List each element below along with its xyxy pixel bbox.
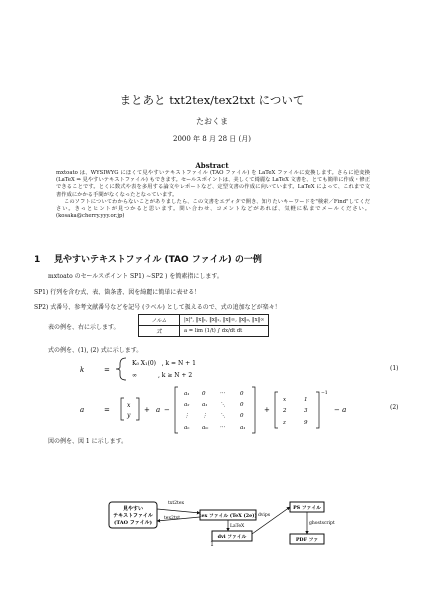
formula-intro: 式の例を、(1), (2) 式に示します。 <box>48 347 143 354</box>
label-ghostscript: ghostscript <box>309 521 335 526</box>
node-pdf-label: PDF ファ <box>295 537 319 543</box>
eq2-number: (2) <box>390 404 399 411</box>
abstract-heading: Abstract <box>195 161 229 170</box>
matrix-cell: ··· <box>220 425 226 431</box>
eq1-lhs: k <box>80 366 85 374</box>
label-dvips: dvips <box>258 513 271 518</box>
arrow-tao-to-tex <box>157 509 200 513</box>
eq1-case1: K₀ X₁(0) , k = N + 1 <box>132 360 196 367</box>
matrix-cell: a₁ <box>184 391 190 397</box>
eq2-equals: = <box>104 406 110 414</box>
matrix-cell: a₂ <box>184 402 190 408</box>
matrix-cell: ⋱ <box>220 402 226 408</box>
eq2-matrix <box>184 391 245 431</box>
right-matrix-cell: x <box>283 397 287 403</box>
matrix-cell: a₁ <box>240 425 246 431</box>
equation-2 <box>80 386 400 434</box>
matrix-cell: ··· <box>220 391 226 397</box>
table-cell-value: |x|², ‖x‖₁, ‖x‖₂, ‖x‖∞, ‖x‖₀, ‖x‖∞ <box>180 315 269 326</box>
eq1-case2: ∞ , k ≥ N + 2 <box>132 372 193 379</box>
label-tex2txt: tex2txt <box>164 516 181 521</box>
author: たおくま <box>196 117 228 126</box>
body-paragraph-1: mxtoato のセールスポイント SP1) ∼SP2 ) を簡素指にします。 <box>48 273 223 280</box>
eq2-lhs: a <box>80 406 85 414</box>
node-ps-label: PS ファイル <box>293 505 321 511</box>
equation-1 <box>80 356 400 382</box>
right-matrix-cell: 3 <box>304 408 308 414</box>
eq2-exponent: −1 <box>321 391 328 396</box>
matrix-cell: ⋮ <box>184 413 190 419</box>
right-matrix-cell: z <box>283 420 286 426</box>
table-cell-head: ノルム <box>139 315 180 326</box>
eq2-a: a <box>156 406 161 414</box>
table-cell-value: a = lim (1/t) ∫ dx/dt dt <box>180 326 269 337</box>
abstract-paragraph-2: このソフトについてわからないことがありましたら、この文書をエディタで開き、知りたいキーワードを"検索／Find"してください。きっとヒントが見つかると思います。問い合わせ、コメントなどがあれば、気軽に私までメールください。(kosaka@cherry.yyy.or.jp) <box>56 198 370 220</box>
eq2-vec-1: y <box>127 412 131 419</box>
arrow-dvi-to-ps <box>252 507 290 534</box>
label-txt2tex: txt2tex <box>168 501 185 506</box>
eq2-plus-2: + <box>264 406 270 414</box>
abstract-paragraph-1: mxtoato は、WYSIWYG にほくて見やすいテキストファイル (TAO ファイル) を LaTeX ファイルに変換します。さらに逆変換 (LaTeX ⇒ 見やすいテキストファイル) もできます。セールスポイントは、美しくて綺麗な LaTeX 文書を、とても簡単に作成・修正できることです。とくに数式や表を多用する論文やレポートなど、定型文書の作成に向いています。LaTeX によって、これまで文書作成にかかる手間がなくなったとなっています。 <box>56 170 370 198</box>
page-number: 1 <box>210 541 214 548</box>
eq1-brace <box>116 358 126 380</box>
eq2-right-matrix <box>282 397 308 426</box>
selling-point-1: SP1) 行列を含む式、表、箇条書、図を綺麗に簡単に表せる！ <box>34 289 201 296</box>
matrix-cell: 0 <box>202 391 206 397</box>
table-cell-head: 式 <box>139 326 180 337</box>
node-tao-line-3: (TAO ファイル) <box>113 520 153 526</box>
node-tao-line-1: 見やすい <box>122 506 144 512</box>
right-matrix-cell: 9 <box>304 420 308 426</box>
node-tao-line-2: テキストファイル <box>113 513 153 519</box>
matrix-cell: aₘ <box>202 425 209 431</box>
matrix-cell: 0 <box>240 391 244 397</box>
eq2-vec-0: x <box>127 402 131 409</box>
label-latex: LaTeX <box>230 524 245 529</box>
eq2-minus: − <box>164 406 170 414</box>
eq2-plus-1: + <box>144 406 150 414</box>
section-heading <box>34 252 262 265</box>
node-dvi-label: dvi ファイル <box>217 534 247 540</box>
eq1-number: (1) <box>390 365 399 372</box>
table-row <box>139 315 269 326</box>
date: 2000 年 8 月 28 日 (月) <box>173 135 251 143</box>
matrix-cell: 0 <box>240 402 244 408</box>
matrix-cell: 0 <box>240 413 244 419</box>
eq1-equals: = <box>104 366 110 374</box>
node-tex-label: tex ファイル (TeX (2e)) <box>199 513 257 519</box>
matrix-cell: ⋱ <box>220 413 226 419</box>
example-table <box>138 314 269 337</box>
section-number: 1 <box>34 255 41 265</box>
right-matrix-cell: 1 <box>304 397 308 403</box>
figure-intro: 図の例を、図 1 に示します。 <box>48 438 128 445</box>
document-title: まとあと txt2tex/tex2txt について <box>119 93 305 107</box>
eq2-right-matrix-brackets <box>275 392 319 428</box>
section-title: 見やすいテキストファイル (TAO ファイル) の一例 <box>54 255 262 265</box>
table-intro: 表の例を、右に示します。 <box>48 324 120 331</box>
matrix-cell: ⋮ <box>202 413 208 419</box>
abstract-body <box>56 170 370 220</box>
table-row <box>139 326 269 337</box>
matrix-cell: aₙ <box>184 425 190 431</box>
matrix-cell: a₁ <box>202 402 208 408</box>
eq2-tail: − a <box>334 406 347 414</box>
right-matrix-cell: 2 <box>283 408 287 414</box>
selling-point-2: SP2) 式番号、参考文献番号などを記号 (ラベル) として扱えるので、式の追加などが楽々！ <box>34 304 281 311</box>
